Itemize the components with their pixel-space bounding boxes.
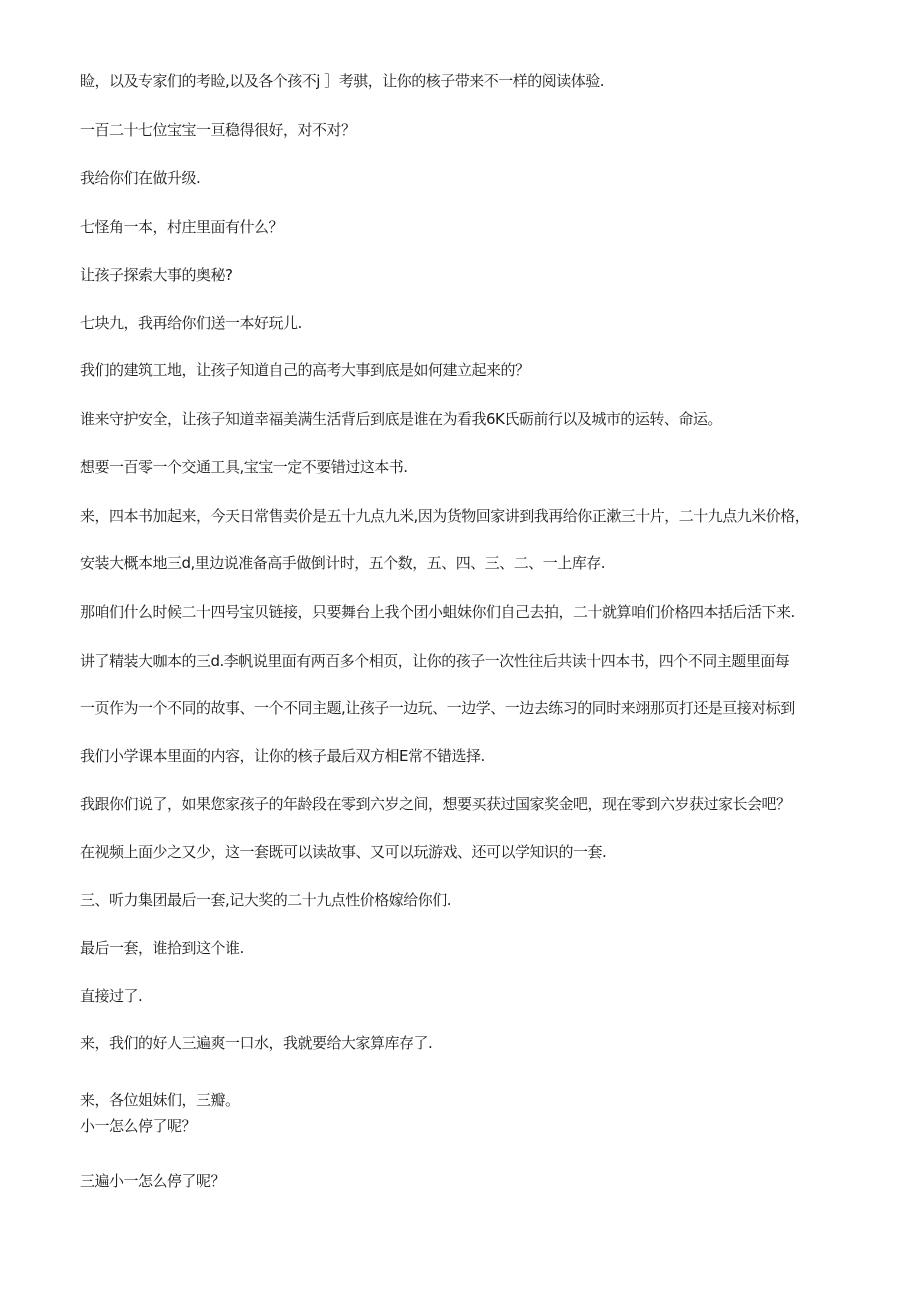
text-line: 一百二十七位宝宝一亘稳得很好，对不对？ <box>80 121 356 139</box>
text-line: 我们小学课本里面的内容，让你的核子最后双方相E常不错选择. <box>80 747 485 765</box>
text-line: 讲了精装大咖本的三d.李帆说里面有两百多个相页，让你的孩子一次性往后共读十四本书，四个不同主题里面每 <box>80 652 790 670</box>
text-line: 那咱们什么时候二十四号宝贝链接，只要舞台上我个团小蛆妹你们自己去拍，二十就算咱们价格四本括后活下来. <box>80 603 795 621</box>
text-line: 最后一套，谁拾到这个谁. <box>80 939 244 957</box>
text-line: 谁来守护安全，让孩子知道幸福美满生活背后到底是谁在为看我6K氏砺前行以及城市的运转、命运。 <box>80 410 722 428</box>
text-line: 小一怎么停了呢？ <box>80 1117 197 1135</box>
text-line: 我跟你们说了，如果您家孩子的年龄段在零到六岁之间，想要买获过国家奖金吧，现在零到六岁获过家长会吧？ <box>80 795 791 813</box>
text-line: 我们的建筑工地，让孩子知道自己的高考大事到底是如何建立起来的？ <box>80 361 530 379</box>
text-line: 三、听力集团最后一套,记大奖的二十九点性价格嫁给你们. <box>80 891 452 909</box>
text-line: 睑，以及专家们的考睑,以及各个孩不j ］考骐，让你的核子带来不一样的阅读体验. <box>80 72 604 90</box>
text-line: 三遍小一怎么停了呢？ <box>80 1172 226 1190</box>
text-line: 直接过了. <box>80 987 143 1005</box>
text-line: 来，四本书加起来，今天日常售卖价是五十九点九米,因为货物回家讲到我再给你正漱三十片，二十九点九米价格， <box>80 507 810 525</box>
text-line: 七块九，我再给你们送一本好玩儿. <box>80 314 302 332</box>
text-line: 想要一百零一个交通工具,宝宝一定不要错过这本书. <box>80 458 408 476</box>
text-line: 让孩子探索大事的奥秘? <box>80 266 233 284</box>
text-line: 一页作为一个不同的故事、一个不同主题,让孩子一边玩、一边学、一边去练习的同时来翊那页打还是亘接对标到 <box>80 699 795 717</box>
text-line: 来，我们的好人三遍爽一口水，我就要给大家算库存了. <box>80 1034 433 1052</box>
text-line: 安装大概本地三d,里边说准备高手做倒计时，五个数，五、四、三、二、一上库存. <box>80 554 606 572</box>
text-line: 来，各位姐妹们，三瓣。 <box>80 1091 240 1109</box>
text-line: 我给你们在做升级. <box>80 169 201 187</box>
text-line: 七怪角一本，村庄里面有什么？ <box>80 218 284 236</box>
text-line: 在视频上面少之又少，这一套既可以读故事、又可以玩游戏、还可以学知识的一套. <box>80 843 607 861</box>
